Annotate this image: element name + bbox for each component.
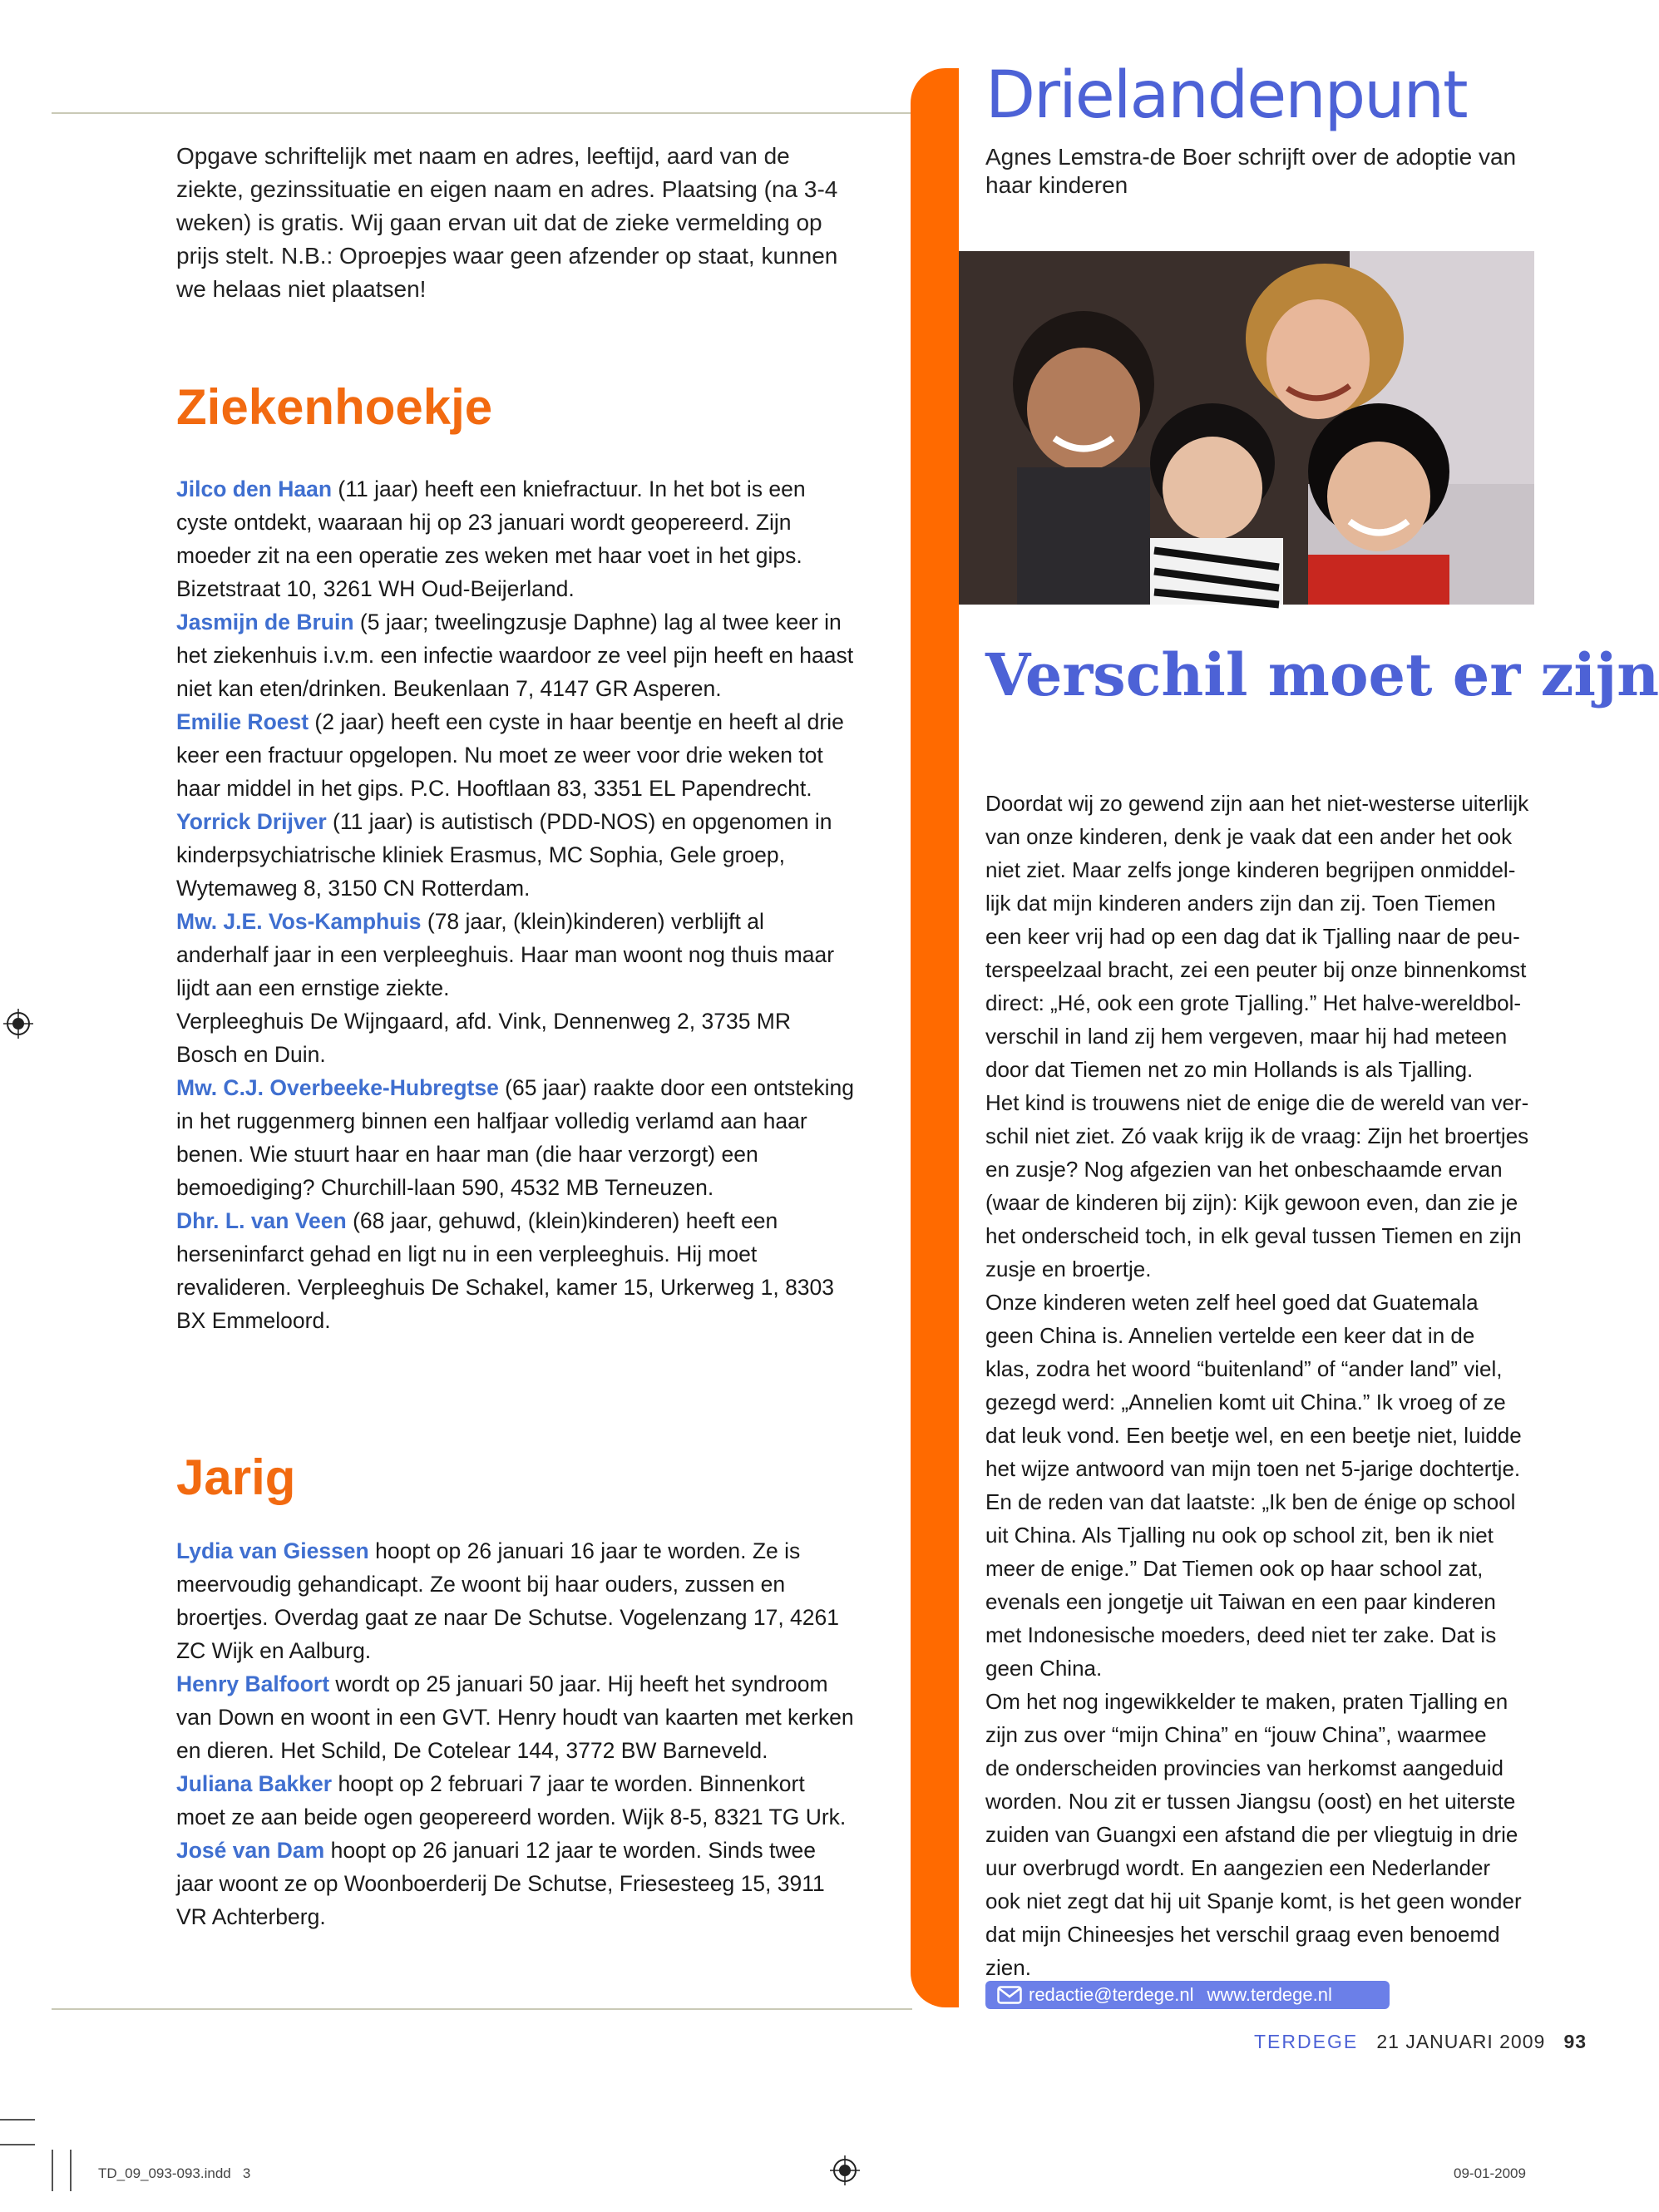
- body-line: zusje en broertje.: [985, 1257, 1152, 1281]
- list-item: [176, 905, 858, 1005]
- email-link[interactable]: redactie@terdege.nl: [1029, 1984, 1194, 2005]
- bottom-rule: [52, 2008, 912, 2010]
- entry-text: (78 jaar, (klein)kinderen) verblijft al anderhalf jaar in een verpleeghuis. Haar man woont nog thuis maar lijdt aan een ernstige ziekte.: [176, 909, 835, 1000]
- contact-bar: [985, 1981, 1390, 2009]
- body-line: met Indonesische moeders, deed niet ter zake. Dat is: [985, 1622, 1497, 1647]
- body-line: lijk dat mijn kinderen anders zijn dan zij. Toen Tiemen: [985, 891, 1496, 916]
- body-line: uit China. Als Tjalling nu ook op school zit, ben ik niet: [985, 1523, 1494, 1548]
- registration-mark-icon: [3, 1009, 33, 1039]
- page-footer: [1254, 2031, 1587, 2053]
- body-line: schil niet ziet. Zó vaak krijg ik de vraag: Zijn het broertjes: [985, 1123, 1529, 1148]
- body-line: verschil in land zij hem vergeven, maar hij had meteen: [985, 1024, 1508, 1049]
- body-line: zien.: [985, 1955, 1031, 1980]
- body-line: terspeelzaal bracht, zei een peuter bij onze binnenkomst: [985, 957, 1527, 982]
- page-number: 93: [1563, 2031, 1587, 2052]
- family-photo-illustration: [959, 251, 1534, 605]
- website-link[interactable]: www.terdege.nl: [1207, 1984, 1332, 2005]
- body-line: Doordat wij zo gewend zijn aan het niet-westerse uiterlijk: [985, 791, 1529, 816]
- entry-text: (65 jaar) raakte door een ontsteking in het ruggenmerg binnen een halfjaar volledig verlamd aan haar benen. Wie stuurt haar en haar man (die haar verzorgt) een bemoediging? Churchill-laan 590, 4532 MB Terneuzen.: [176, 1075, 855, 1200]
- crop-mark: [0, 2119, 35, 2121]
- person-name: Jilco den Haan: [176, 476, 333, 501]
- article-headline: Verschil moet er zijn: [985, 640, 1659, 709]
- person-name: José van Dam: [176, 1838, 325, 1863]
- body-line: klas, zodra het woord “buitenland” of “ander land” viel,: [985, 1356, 1503, 1381]
- list-item-address: Verpleeghuis De Wijngaard, afd. Vink, Dennenweg 2, 3735 MR Bosch en Duin.: [176, 1009, 792, 1067]
- body-line: geen China.: [985, 1656, 1103, 1681]
- column-subtitle: Agnes Lemstra-de Boer schrijft over de adoptie van haar kinderen: [985, 144, 1517, 198]
- list-item: [176, 605, 858, 705]
- entry-text: (5 jaar; tweelingzusje Daphne) lag al twee keer in het ziekenhuis i.v.m. een infectie waardoor ze veel pijn heeft en haast niet kan eten/drinken. Beukenlaan 7, 4147 GR Asperen.: [176, 610, 854, 701]
- entry-text: (11 jaar) heeft een kniefractuur. In het bot is een cyste ontdekt, waaraan hij op 23 januari wordt geopereerd. Zijn moeder zit na een operatie zes weken met haar voet in het gips. Bizetstraat 10, 3261 WH Oud-Beijerland.: [176, 476, 806, 601]
- print-slug-file: TD_09_093-093.indd 3: [98, 2165, 251, 2181]
- body-line: dat mijn Chineesjes het verschil graag even benoemd: [985, 1922, 1500, 1947]
- list-item: [176, 1204, 858, 1337]
- body-line: evenals een jongetje uit Taiwan en een paar kinderen: [985, 1589, 1496, 1614]
- intro-paragraph: Opgave schriftelijk met naam en adres, leeftijd, aard van de ziekte, gezinssituatie en eigen naam en adres. Plaatsing (na 3-4 weken) is gratis. Wij gaan ervan uit dat de zieke vermelding op prijs stelt. N.B.: Oproepjes waar geen afzender op staat, kunnen we helaas niet plaatsen!: [176, 143, 838, 302]
- person-name: Dhr. L. van Veen: [176, 1208, 347, 1233]
- body-line: Het kind is trouwens niet de enige die de wereld van ver-: [985, 1090, 1529, 1115]
- body-line: van onze kinderen, denk je vaak dat een ander het ook: [985, 824, 1513, 849]
- body-line: zuiden van Guangxi een afstand die per vliegtuig in drie: [985, 1822, 1518, 1847]
- person-name: Jasmijn de Bruin: [176, 610, 354, 634]
- body-line: uur overbrugd wordt. En aangezien een Nederlander: [985, 1855, 1491, 1880]
- person-name: Mw. C.J. Overbeeke-Hubregtse: [176, 1075, 499, 1100]
- person-name: Lydia van Giessen: [176, 1538, 369, 1563]
- entry-text: hoopt op 26 januari 12 jaar te worden. Sinds twee jaar woont ze op Woonboerderij De Schutse, Friesesteeg 15, 3911 VR Achterberg.: [176, 1838, 825, 1929]
- jarig-list: [176, 1534, 858, 1933]
- ziekenhoekje-list: [176, 472, 858, 1337]
- body-line: direct: „Hé, ook een grote Tjalling.” Het halve-wereldbol-: [985, 990, 1522, 1015]
- print-slug-date: 09-01-2009: [1454, 2165, 1526, 2181]
- body-line: Om het nog ingewikkelder te maken, praten Tjalling en: [985, 1689, 1508, 1714]
- crop-mark: [70, 2150, 72, 2191]
- registration-mark-icon: [830, 2155, 860, 2185]
- person-name: Yorrick Drijver: [176, 809, 327, 834]
- envelope-icon: [997, 1986, 1022, 2004]
- person-name: Emilie Roest: [176, 709, 309, 734]
- person-name: Mw. J.E. Vos-Kamphuis: [176, 909, 422, 934]
- column-title: Drielandenpunt: [985, 58, 1467, 133]
- entry-text: hoopt op 26 januari 16 jaar te worden. Ze is meervoudig gehandicapt. Ze woont bij haar ouders, zussen en broertjes. Overdag gaat ze naar De Schutse. Vogelenzang 17, 4261 ZC Wijk en Aalburg.: [176, 1538, 840, 1663]
- list-item: [176, 805, 858, 905]
- list-item: [176, 705, 858, 805]
- orange-column-bar: [911, 68, 959, 2007]
- body-line: niet ziet. Maar zelfs jonge kinderen begrijpen onmiddel-: [985, 857, 1516, 882]
- list-item: [176, 472, 858, 605]
- body-line: zijn zus over “mijn China” en “jouw China”, waarmee: [985, 1722, 1487, 1747]
- body-line: ook niet zegt dat hij uit Spanje komt, is het geen wonder: [985, 1889, 1522, 1913]
- body-line: geen China is. Annelien vertelde een keer dat in de: [985, 1323, 1475, 1348]
- body-line: door dat Tiemen net zo min Hollands is als Tjalling.: [985, 1057, 1474, 1082]
- entry-text: hoopt op 2 februari 7 jaar te worden. Binnenkort moet ze aan beide ogen geopereerd worden. Wijk 8-5, 8321 TG Urk.: [176, 1771, 847, 1829]
- body-line: worden. Nou zit er tussen Jiangsu (oost) en het uiterste: [985, 1789, 1516, 1814]
- list-item: [176, 1071, 858, 1204]
- body-line: En de reden van dat laatste: „Ik ben de énige op school: [985, 1489, 1516, 1514]
- body-line: het wijze antwoord van mijn toen net 5-jarige dochtertje.: [985, 1456, 1521, 1481]
- crop-mark: [52, 2150, 53, 2191]
- body-line: het onderscheid toch, in elk geval tussen Tiemen en zijn: [985, 1223, 1522, 1248]
- body-line: de onderscheiden provincies van herkomst aangeduid: [985, 1755, 1503, 1780]
- ziekenhoekje-heading: Ziekenhoekje: [176, 379, 493, 435]
- body-line: (waar de kinderen bij zijn): Kijk gewoon even, dan zie je: [985, 1190, 1518, 1215]
- list-item: [176, 1767, 858, 1834]
- person-name: Juliana Bakker: [176, 1771, 333, 1796]
- entry-text: (68 jaar, gehuwd, (klein)kinderen) heeft een herseninfarct gehad en ligt nu in een verpleeghuis. Hij moet revalideren. Verpleeghuis De Schakel, kamer 15, Urkerweg 1, 8303 BX Emmeloord.: [176, 1208, 835, 1333]
- crop-mark: [0, 2144, 35, 2145]
- magazine-name: TERDEGE: [1254, 2031, 1359, 2052]
- body-line: en zusje? Nog afgezien van het onbeschaamde ervan: [985, 1157, 1503, 1182]
- body-line: Onze kinderen weten zelf heel goed dat Guatemala: [985, 1290, 1479, 1315]
- issue-month: JANUARI: [1405, 2031, 1494, 2052]
- top-rule: [52, 112, 912, 114]
- body-line: gezegd werd: „Annelien komt uit China.” Ik vroeg of ze: [985, 1390, 1506, 1415]
- list-item: [176, 1534, 858, 1667]
- jarig-heading: Jarig: [176, 1449, 296, 1505]
- body-line: meer de enige.” Dat Tiemen ook op haar school zat,: [985, 1556, 1484, 1581]
- list-item: [176, 1667, 858, 1767]
- family-photo: [959, 251, 1534, 605]
- person-name: Henry Balfoort: [176, 1671, 330, 1696]
- entry-text: (2 jaar) heeft een cyste in haar beentje en heeft al drie keer een fractuur opgelopen. Nu moet ze weer voor drie weken tot haar middel in het gips. P.C. Hooftlaan 83, 3351 EL Papendrecht.: [176, 709, 844, 801]
- entry-text: wordt op 25 januari 50 jaar. Hij heeft het syndroom van Down en woont in een GVT. Henry houdt van kaarten met kerken en dieren. Het Schild, De Cotelear 144, 3772 BW Barneveld.: [176, 1671, 854, 1763]
- issue-year: 2009: [1499, 2031, 1546, 2052]
- body-line: een keer vrij had op een dag dat ik Tjalling naar de peu-: [985, 924, 1520, 949]
- entry-text: (11 jaar) is autistisch (PDD-NOS) en opgenomen in kinderpsychiatrische kliniek Erasmus, MC Sophia, Gele groep, Wytemaweg 8, 3150 CN Rotterdam.: [176, 809, 832, 901]
- body-line: dat leuk vond. Een beetje wel, en een beetje niet, luidde: [985, 1423, 1522, 1448]
- article-body: [985, 787, 1551, 1984]
- list-item: [176, 1834, 858, 1933]
- issue-day: 21: [1376, 2031, 1400, 2052]
